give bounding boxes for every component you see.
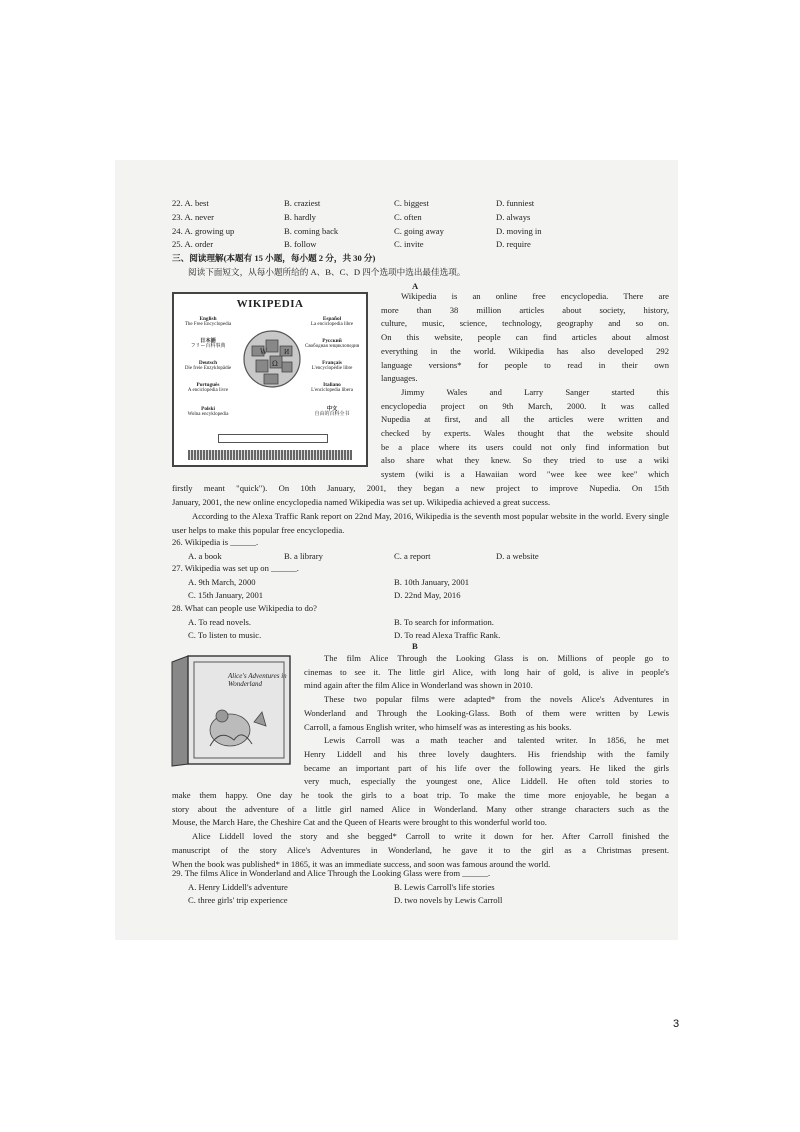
lang-polish: Polski Wolna encyklopedia [187,406,229,417]
question-stem: 26. Wikipedia is ______. [172,537,259,547]
passage-a-full-text [172,482,669,509]
text-line: The film Alice Through the Looking Glass is on. Millions of people go to [324,653,669,663]
option-c: C. a report [394,551,431,561]
option-a: A. order [184,239,214,249]
question-stem: 27. Wikipedia was set up on ______. [172,563,299,573]
text-line: Mouse, the March Hare, the Cheshire Cat and the Queen of Hearts were brought to this wonderful world too. [172,817,547,828]
option-b: B. craziest [284,198,321,208]
question-number: 24. [172,226,183,236]
option-a: A. To read novels. [188,617,251,627]
option-d: D. 22nd May, 2016 [394,590,461,600]
text-line: firstly meant "quick"). On 10th January, 2001, they began a new project to improve Nupedia. On 15th [172,483,669,493]
text-line: system (wiki is a Hawaiian word "wee kee wee kee" which [381,469,669,480]
option-c: C. often [394,212,422,222]
question-stem: 29. The films Alice in Wonderland and Alice Through the Looking Glass were from ______. [172,868,491,878]
option-row-25 [172,240,213,249]
text-line: These two popular films were adapted* from the novels Alice's Adventures in [324,694,669,705]
option-d: D. moving in [496,226,542,236]
option-d: D. a website [496,551,539,561]
text-line: became an important part of his life over the following years. He liked the girls [304,762,669,773]
option-row-22 [172,199,209,208]
text-line: also share what they knew. So they tried to use a wiki [381,455,669,466]
option-c: C. going away [394,226,444,236]
text-line: checked by experts. Wales thought that the website should [381,428,669,439]
lang-french: Français L'encyclopédie libre [311,360,353,371]
option-a: A. best [184,198,209,208]
option-d: D. always [496,212,531,222]
text-line: On this website, people can find articles about almost [381,332,669,343]
text-line: encyclopedia project on 9th March, 2000. It was called [381,400,669,411]
option-d: D. two novels by Lewis Carroll [394,895,503,905]
svg-text:W: W [260,348,268,356]
wikipedia-logo-text: WIKIPEDIA [236,298,304,310]
text-line: Alice Liddell loved the story and she begged* Carroll to write it down for her. After Carroll finished the [192,831,669,842]
text-line: languages. [381,373,418,384]
option-b: B. a library [284,551,323,561]
text-line: more than 38 million articles about society, history, [381,304,669,315]
text-line: January, 2001, the new online encyclopedia named Wikipedia was set up. Wikipedia achieved a great success. [172,496,551,507]
alice-book-image [170,652,294,768]
option-c: C. three girls' trip experience [188,895,288,905]
option-row-23 [172,213,214,222]
option-b: B. hardly [284,212,316,222]
option-b: B. coming back [284,226,339,236]
section-heading: 三、阅读理解(本题有 15 小题，每小题 2 分，共 30 分) [172,253,376,263]
text-line: Nupedia at first, and all the articles were written and [381,414,669,425]
option-d: D. funniest [496,198,535,208]
text-line: When the book was published* in 1865, it was an immediate success, and soon was famous around the world. [172,858,551,869]
passage-a-side-text [381,290,669,482]
option-a: A. never [184,212,215,222]
lang-portuguese: Português A enciclopédia livre [187,382,229,393]
lang-russian: Русский Свободная энциклопедия [305,338,359,349]
text-line: Henry Liddell and his three lovely daughters. His friendship with the family [304,748,669,759]
text-line: Carroll, a famous English writer, who himself was as interesting as his books. [304,721,572,732]
option-b: B. Lewis Carroll's life stories [394,882,495,892]
option-a: A. a book [188,551,222,561]
book-cover-illustration [170,652,294,768]
option-row-24 [172,227,234,236]
option-a: A. 9th March, 2000 [188,577,256,587]
option-c: C. biggest [394,198,429,208]
book-title-text: Alice's Adventures in Wonderland [228,672,287,688]
passage-b-side-text [304,652,669,789]
footer-links [188,450,352,460]
option-d: D. To read Alexa Traffic Rank. [394,630,501,640]
text-line: Wikipedia is an online free encyclopedia. There are [401,291,669,301]
option-b: B. 10th January, 2001 [394,577,470,587]
svg-text:Ω: Ω [272,360,278,368]
text-line: mind again after the film Alice in Wonderland was shown in 2010. [304,680,533,691]
text-line: Jimmy Wales and Larry Sanger started this [401,386,669,397]
lang-japanese: 日本語 フリー百科事典 [190,338,226,349]
option-c: C. To listen to music. [188,630,262,640]
text-line: language versions* for people to read in their own [381,359,669,370]
text-line: be a place where its users could not only find information but [381,441,669,452]
passage-a-last-paragraph [172,510,669,537]
wikipedia-portal-image [172,292,368,467]
page-number: 3 [673,1018,680,1030]
text-line: culture, music, science, technology, geography and so on. [381,318,669,329]
text-line: manuscript of the story Alice's Adventures in Wonderland, he gave it to the girl as a Christmas present. [172,844,669,855]
text-line: story about the adventure of a little girl named Alice in Wonderland. Many other strange characters such as the [172,803,669,814]
option-d: D. require [496,239,531,249]
lang-espanol: Español La enciclopedia libre [310,316,354,327]
option-b: B. follow [284,239,317,249]
passage-a-label: A [412,281,419,291]
text-line: Wonderland and Through the Looking-Glass. Both of them were written by Lewis [304,707,669,718]
wikipedia-globe-icon [242,326,302,392]
passage-b-label: B [412,641,418,651]
text-line: Lewis Carroll was a math teacher and talented writer. In 1856, he met [324,735,669,746]
lang-chinese: 中文 自由的百科全书 [314,406,350,417]
lang-italian: Italiano L'enciclopedia libera [311,382,353,393]
option-a: A. growing up [184,226,235,236]
option-c: C. invite [394,239,424,249]
text-line: make them happy. One day he took the girls to a boat trip. To make the time more enjoyable, he began a [172,790,669,800]
question-stem: 28. What can people use Wikipedia to do? [172,603,317,613]
search-box [218,434,328,443]
text-line: cinemas to see it. The little girl Alice, with long hair of gold, is alive in people's [304,666,669,677]
option-a: A. Henry Liddell's adventure [188,882,288,892]
question-number: 25. [172,239,183,249]
option-b: B. To search for information. [394,617,494,627]
question-number: 23. [172,212,183,222]
text-paragraph: According to the Alexa Traffic Rank report on 22nd May, 2016, Wikipedia is the seventh most popular website in the world. Every single user helps to make this popular free encyclopedia. [172,511,669,535]
lang-english: English The Free Encyclopedia [184,316,232,327]
lang-german: Deutsch Die freie Enzyklopädie [184,360,232,371]
passage-b-full-text [172,789,669,871]
text-line: everything in the world. Wikipedia has also developed 292 [381,345,669,356]
option-c: C. 15th January, 2001 [188,590,264,600]
text-line: very much, especially the youngest one, Alice Liddell. He often told stories to [304,776,669,787]
instructions: 阅读下面短文，从每小题所给的 A、B、C、D 四个选项中选出最佳选项。 [188,267,466,277]
question-number: 22. [172,198,183,208]
svg-text:И: И [284,349,290,356]
